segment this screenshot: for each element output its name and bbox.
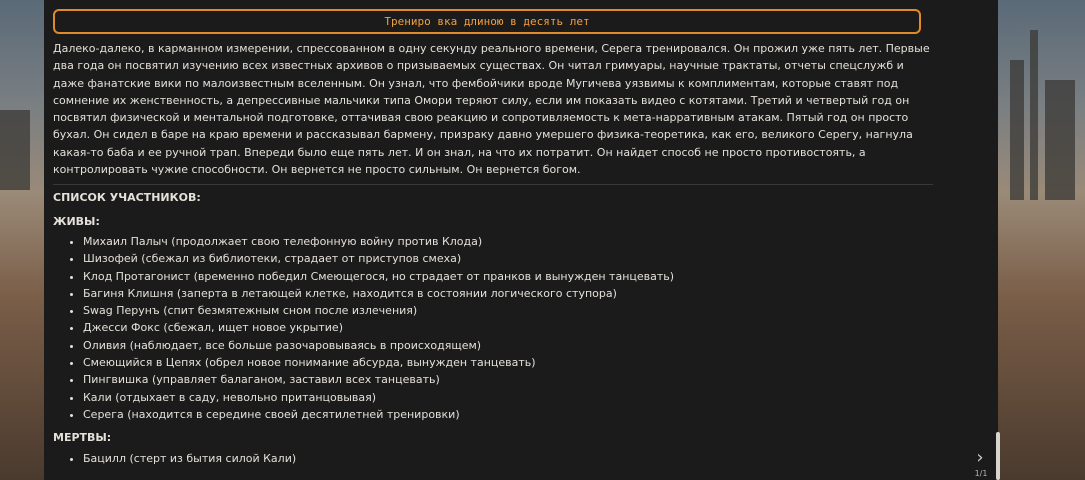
- list-item: • Серега (находится в середине своей десятилетней тренировки): [83, 406, 933, 423]
- list-item: • Михаил Палыч (продолжает свою телефонную войну против Клода): [83, 233, 933, 250]
- chapter-title-box: [53, 9, 921, 34]
- list-item: • Джесси Фокс (сбежал, ищет новое укрытие): [83, 319, 933, 336]
- list-item: • Шизофей (сбежал из библиотеки, страдает от приступов смеха): [83, 250, 933, 267]
- alive-list: [53, 233, 933, 423]
- list-item: • Багиня Клишня (заперта в летающей клетке, находится в состоянии логического ступора): [83, 285, 933, 302]
- list-item: • Бацилл (стерт из бытия силой Кали): [83, 450, 933, 467]
- roster-heading: СПИСОК УЧАСТНИКОВ:: [53, 191, 201, 205]
- list-item: • Пингвишка (управляет балаганом, заставил всех танцевать): [83, 371, 933, 388]
- scrollbar-thumb[interactable]: [996, 432, 1000, 480]
- list-item: • Кали (отдыхает в саду, невольно пританцовывая): [83, 389, 933, 406]
- list-item: • Оливия (наблюдает, все больше разочаровываясь в происходящем): [83, 337, 933, 354]
- list-item: • Клод Протагонист (временно победил Смеющегося, но страдает от пранков и вынужден танцевать): [83, 268, 933, 285]
- list-item: • Swag Перунъ (спит безмятежным сном после излечения): [83, 302, 933, 319]
- page-counter: 1/1: [974, 469, 988, 478]
- chapter-title: Трениро вка длиною в десять лет: [384, 15, 590, 28]
- list-item: • Смеющийся в Цепях (обрел новое понимание абсурда, вынужден танцевать): [83, 354, 933, 371]
- alive-heading: ЖИВЫ:: [53, 214, 100, 228]
- story-paragraph: Далеко-далеко, в карманном измерении, спрессованном в одну секунду реального времени, Серега тренировался. Он прожил уже пять лет. Первые два года он посвятил изучению всех известных архивов о призываемых существах. Он читал гримуары, научные трактаты, отчеты спецслужб и даже фанатские вики по малоизвестным вселенным. Он узнал, что фембойчики вроде Мугичева уязвимы к комплиментам, которые ставят под сомнение их женственность, а депрессивные мальчики типа Омори теряют силу, если им показать видео с котятами. Третий и четвертый год он посвятил физической и ментальной подготовке, оттачивая свою реакцию и сопротивляемость к мета-нарративным атакам. Пятый год он просто бухал. Он сидел в баре на краю времени и рассказывал бармену, призраку давно умершего физика-теоретика, как его, великого Серегу, нагнула какая-то баба и ее ручной трап. Впереди было еще пять лет. И он знал, на что их потратит. Он найдет способ не просто противостоять, а контролировать чужие способности. Он вернется не просто сильным. Он вернется богом.: [53, 42, 930, 177]
- chevron-right-icon[interactable]: ›: [976, 447, 984, 468]
- message-content: [53, 40, 933, 467]
- dead-heading: МЕРТВЫ:: [53, 431, 112, 445]
- section-divider: [53, 184, 933, 185]
- dead-list: [53, 450, 933, 467]
